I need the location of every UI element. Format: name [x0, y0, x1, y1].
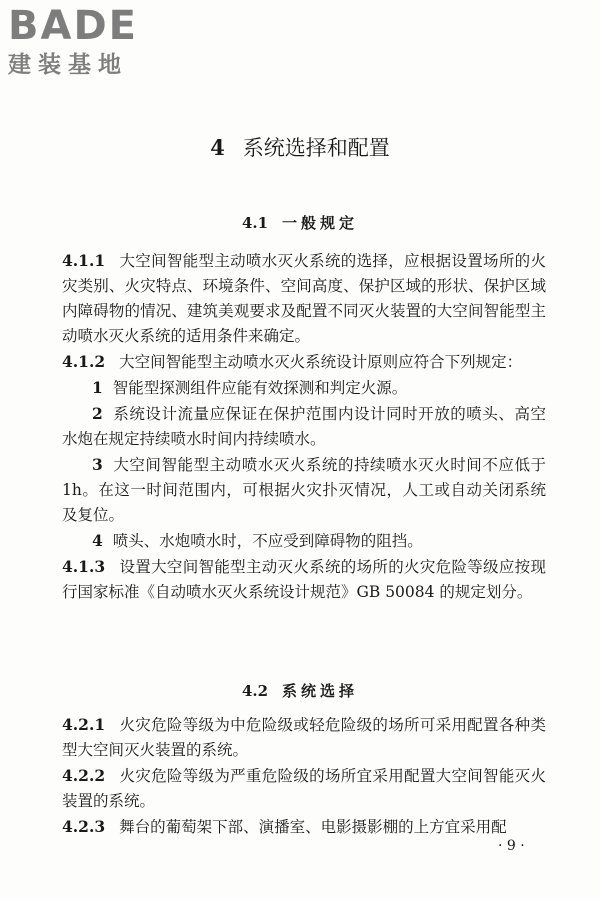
clause-number: 4.2.3	[62, 817, 106, 836]
page-number: · 9 ·	[498, 838, 525, 854]
item-text: 大空间智能型主动喷水灭火系统的持续喷水灭火时间不应低于1h。在这一时间范围内，可根据火灾扑灭情况，人工或自动关闭系统及复位。	[62, 456, 546, 524]
clause-number: 4.2.1	[62, 715, 106, 734]
clause-4-2-1	[62, 712, 546, 763]
clause-text: 火灾危险等级为中危险级或轻危险级的场所可采用配置各种类型大空间灭火装置的系统。	[62, 716, 546, 759]
section-heading-4-1	[0, 212, 600, 233]
clause-4-1-3	[62, 554, 546, 605]
list-item	[62, 528, 546, 554]
section-title: 系统选择	[282, 682, 359, 700]
list-item	[62, 375, 546, 401]
section-number: 4.1	[241, 214, 269, 232]
clause-4-1-2	[62, 349, 546, 375]
section-title: 一般规定	[282, 214, 359, 232]
clause-text: 设置大空间智能型主动灭火系统的场所的火灾危险等级应按现行国家标准《自动喷水灭火系统设计规范》GB 50084 的规定划分。	[62, 558, 546, 601]
item-number: 1	[92, 378, 103, 397]
clause-number: 4.1.1	[62, 251, 106, 270]
section-heading-4-2	[0, 680, 600, 701]
clause-text: 舞台的葡萄架下部、演播室、电影摄影棚的上方宜采用配	[119, 818, 507, 836]
chapter-title: 系统选择和配置	[242, 136, 390, 160]
item-text: 系统设计流量应保证在保护范围内设计同时开放的喷头、高空水炮在规定持续喷水时间内持续喷水。	[62, 405, 546, 448]
item-text: 智能型探测组件应能有效探测和判定火源。	[112, 379, 408, 397]
section-4-1-body	[62, 248, 546, 605]
clause-number: 4.1.3	[62, 557, 106, 576]
watermark-logo	[8, 4, 138, 80]
logo-subtext: 建装基地	[8, 52, 128, 78]
chapter-heading	[0, 132, 600, 162]
logo-text: BADE	[8, 3, 138, 49]
clause-4-2-3	[62, 814, 546, 840]
item-number: 3	[92, 455, 103, 474]
clause-text: 火灾危险等级为严重危险级的场所宜采用配置大空间智能灭火装置的系统。	[62, 767, 546, 810]
clause-4-1-1	[62, 248, 546, 349]
clause-number: 4.1.2	[62, 352, 106, 371]
item-text: 喷头、水炮喷水时，不应受到障碍物的阻挡。	[112, 532, 423, 550]
item-number: 2	[92, 404, 103, 423]
list-item	[62, 401, 546, 452]
list-item	[62, 452, 546, 528]
clause-text: 大空间智能型主动喷水灭火系统设计原则应符合下列规定：	[119, 353, 523, 371]
section-number: 4.2	[241, 682, 269, 700]
clause-number: 4.2.2	[62, 766, 106, 785]
clause-text: 大空间智能型主动喷水灭火系统的选择，应根据设置场所的火灾类别、火灾特点、环境条件、空间高度、保护区域的形状、保护区域内障碍物的情况、建筑美观要求及配置不同灭火装置的大空间智能型主动喷水灭火系统的适用条件来确定。	[62, 252, 546, 345]
chapter-number: 4	[210, 135, 225, 160]
item-number: 4	[92, 531, 103, 550]
section-4-2-body	[62, 712, 546, 840]
clause-4-2-2	[62, 763, 546, 814]
